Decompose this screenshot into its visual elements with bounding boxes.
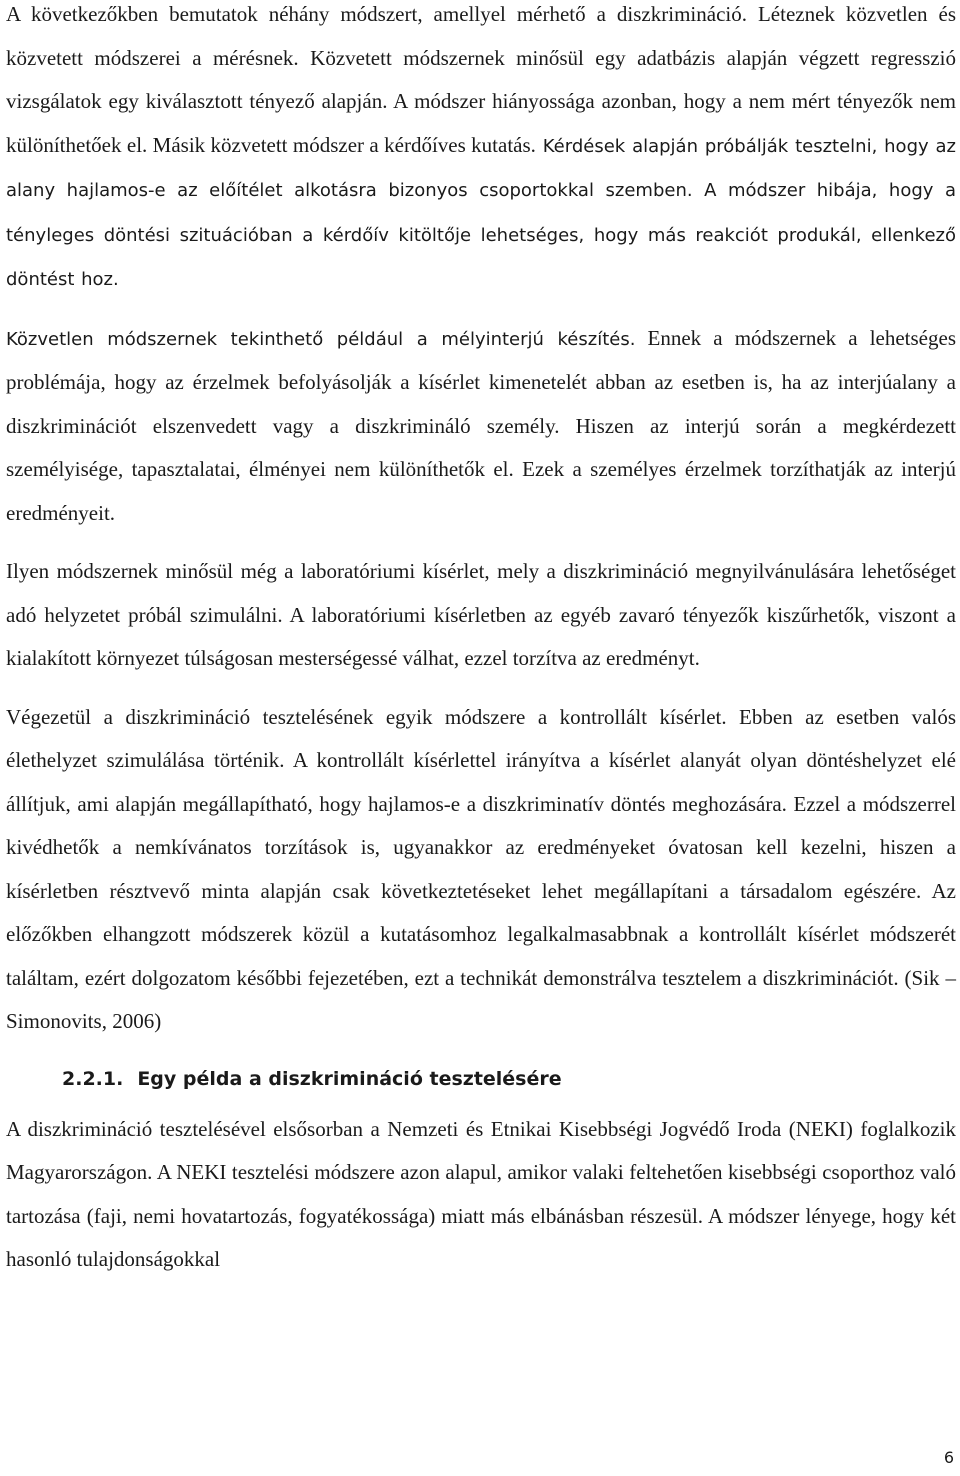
section-number: 2.2.1. [62, 1067, 124, 1090]
paragraph-2-part-b: Ennek a módszernek a lehetséges problémája, hogy az érzelmek befolyásolják a kísérlet kimenetelét abban az esetben is, ha az interjúalany a diszkriminációt elszenvedett vagy a diszkrimináló személy. Hiszen az interjú során a megkérdezett személyisége, tapasztalatai, élményei nem különíthetők el. Ezek a személyes érzelmek torzíthatják az interjú eredményeit. [6, 325, 956, 525]
paragraph-3: Ilyen módszernek minősül még a laboratóriumi kísérlet, mely a diszkrimináció megnyilvánulására lehetőséget adó helyzetet próbál szimulálni. A laboratóriumi kísérletben az egyéb zavaró tényezők kiszűrhetők, viszont a kialakított környezet túlságosan mesterségessé válhat, ezzel torzítva az eredményt. [6, 559, 956, 670]
paragraph-1-part-b: Kérdések alapján próbálják tesztelni, hogy az alany hajlamos-e az előítélet alkotásra bizonyos csoportokkal szemben. A módszer hibája, hogy a tényleges döntési szituációban a kérdőív kitöltője lehetséges, hogy más reakciót produkál, ellenkező döntést hoz. [6, 135, 956, 290]
page-number: 6 [943, 1448, 954, 1467]
paragraph-2 [6, 317, 956, 536]
section-title: Egy példa a diszkrimináció tesztelésére [137, 1067, 562, 1090]
section-heading [6, 1066, 956, 1092]
paragraph-5: A diszkrimináció tesztelésével elsősorban a Nemzeti és Etnikai Kisebbségi Jogvédő Iroda (NEKI) foglalkozik Magyarországon. A NEKI tesztelési módszere azon alapul, amikor valaki feltehetően kisebbségi csoporthoz való tartozása (faji, nemi hovatartozás, fogyatékossága) miatt más elbánásban részesül. A módszer lényege, hogy két hasonló tulajdonságokkal [6, 1116, 956, 1271]
paragraph-1 [6, 0, 956, 302]
document-page [6, 0, 956, 1282]
paragraph-4: Végezetül a diszkrimináció tesztelésének egyik módszere a kontrollált kísérlet. Ebben az esetben valós élethelyzet szimulálása történik. A kontrollált kísérlettel irányítva a kísérlet alanyát olyan döntéshelyzet elé állítjuk, ami alapján megállapítható, hogy hajlamos-e a diszkriminatív döntés meghozására. Ezzel a módszerrel kivédhetők a nemkívánatos torzítások is, ugyanakkor az eredményeket óvatosan kell kezelni, hiszen a kísérletben résztvevő minta alapján csak következtetéseket lehet megállapítani a társadalom egészére. Az előzőkben elhangzott módszerek közül a kutatásomhoz legalkalmasabbnak a kontrollált kísérlet módszerét találtam, ezért dolgozatom későbbi fejezetében, ezt a technikát demonstrálva tesztelem a diszkriminációt. (Sik – Simonovits, 2006) [6, 704, 956, 1033]
paragraph-1-part-a: A következőkben bemutatok néhány módszert, amellyel mérhető a diszkrimináció. Léteznek közvetlen és közvetett módszerei a mérésnek. Közvetett módszernek minősül egy adatbázis alapján végzett regresszió vizsgálatok egy kiválasztott tényező alapján. A módszer hiányossága azonban, hogy a nem mért tényezők nem különíthetőek el. Másik közvetett módszer a kérdőíves kutatás. [6, 2, 956, 157]
paragraph-2-part-a: Közvetlen módszernek tekinthető például a mélyinterjú készítés. [6, 328, 636, 350]
